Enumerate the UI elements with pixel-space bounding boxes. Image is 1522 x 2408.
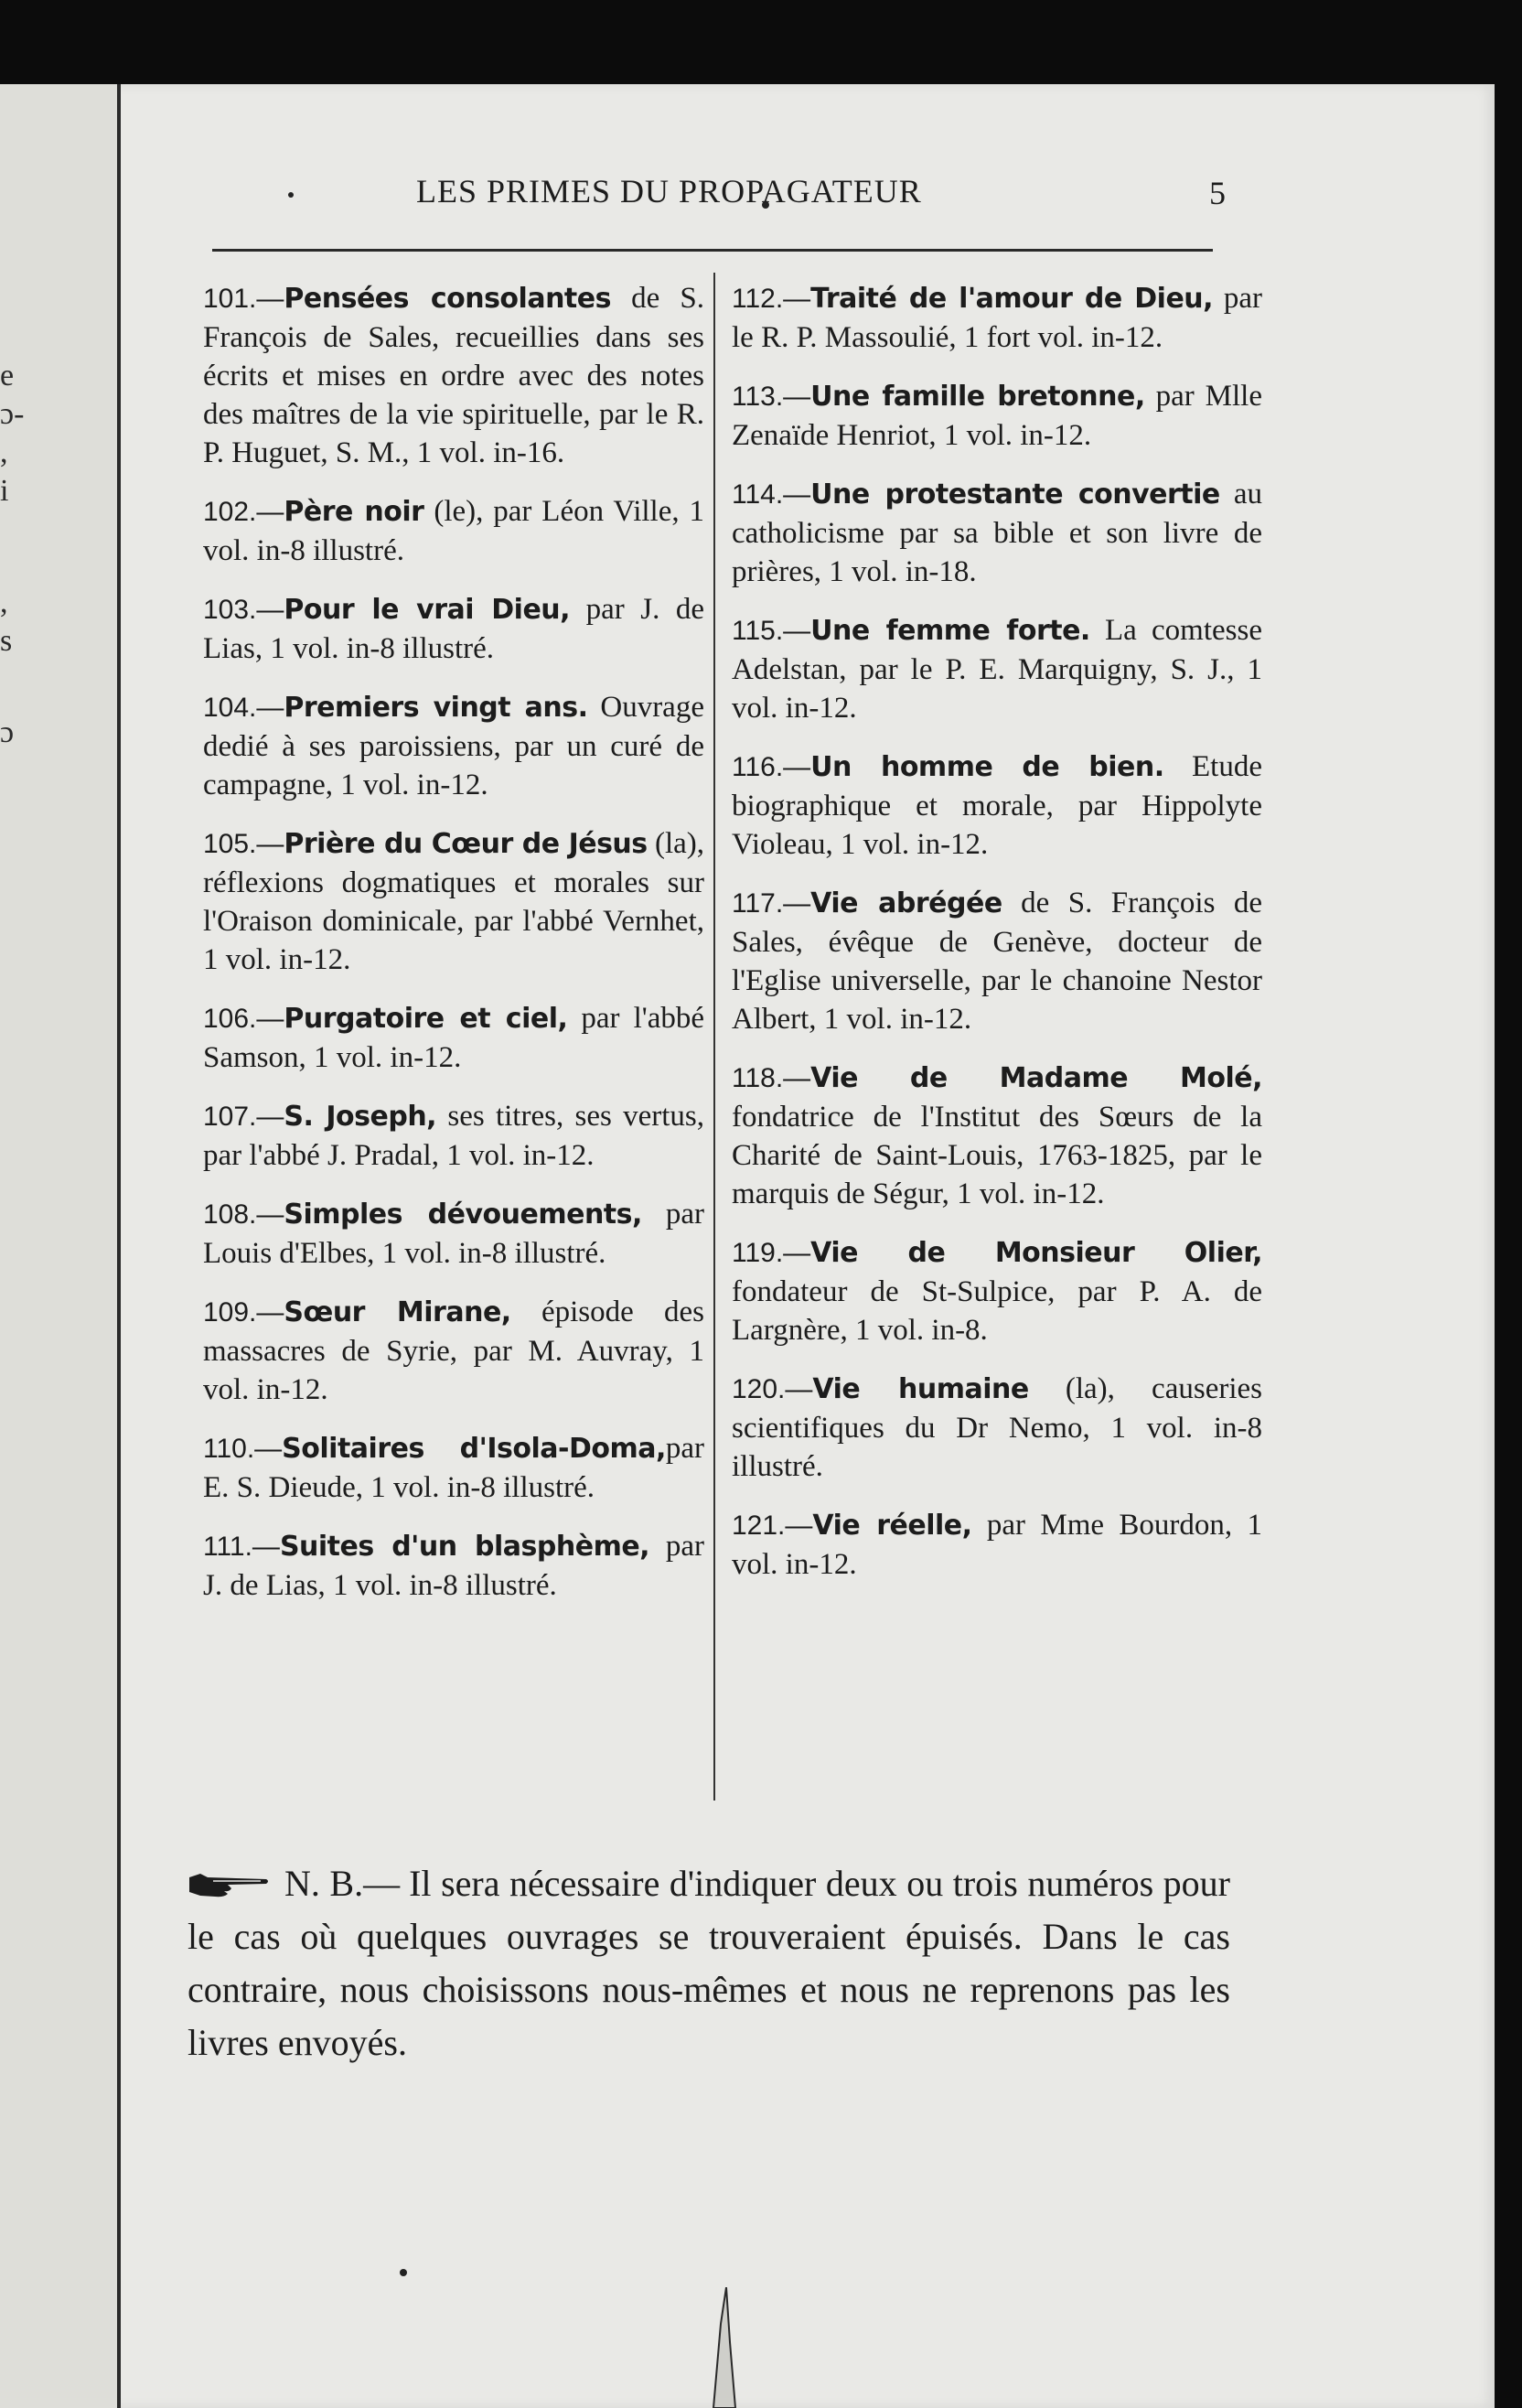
- page-header: [210, 172, 1226, 214]
- entry-title: Un homme de bien.: [810, 751, 1164, 783]
- catalog-entry: 119.—Vie de Monsieur Olier, fondateur de St-Sulpice, par P. A. de Largnère, 1 vol. in-8.: [732, 1237, 1262, 1347]
- catalog-entry: 108.—Simples dévouements, par Louis d'Elbes, 1 vol. in-8 illustré.: [203, 1198, 704, 1270]
- catalog-entry: 116.—Un homme de bien. Etude biographique et morale, par Hippolyte Violeau, 1 vol. in-12.: [732, 750, 1262, 861]
- entry-title: Une protestante convertie: [810, 478, 1220, 511]
- catalog-entry: 103.—Pour le vrai Dieu, par J. de Lias, 1 vol. in-8 illustré.: [203, 593, 704, 665]
- margin-mark: ,: [0, 586, 8, 619]
- margin-mark: i: [0, 474, 9, 508]
- entry-title: Vie humaine: [812, 1373, 1029, 1405]
- entry-title: Vie réelle,: [812, 1510, 972, 1542]
- catalog-entry: 111.—Suites d'un blasphème, par J. de Lias, 1 vol. in-8 illustré.: [203, 1530, 705, 1602]
- entry-title: Premiers vingt ans.: [284, 692, 588, 724]
- margin-mark: e: [0, 359, 15, 392]
- catalog-entry: 118.—Vie de Madame Molé, fondatrice de l'Institut des Sœurs de la Charité de Saint-Louis, 1763-1825, par le marquis de Ségur, 1 vol. in-12.: [732, 1062, 1262, 1210]
- catalog-entry: 115.—Une femme forte. La comtesse Adelstan, par le P. E. Marquigny, S. J., 1 vol. in-12.: [732, 614, 1262, 725]
- catalog-entry: 114.—Une protestante convertie au catholicisme par sa bible et son livre de prières, 1 vol. in-18.: [732, 478, 1262, 588]
- pointing-hand-icon: [188, 1861, 270, 1892]
- entry-title: Vie abrégée: [810, 887, 1002, 919]
- header-rule: [212, 249, 1213, 252]
- entry-title: Prière du Cœur de Jésus: [284, 828, 648, 860]
- entry-title: Suites d'un blasphème,: [279, 1531, 650, 1563]
- entry-title: S. Joseph,: [284, 1101, 437, 1133]
- facing-page-edge: [0, 84, 121, 2408]
- margin-mark: ɔ-: [0, 397, 25, 431]
- catalog-entry: 101.—Pensées consolantes de S. François de Sales, recueillies dans ses écrits et mises en ordre avec des notes des maîtres de la vie spirituelle, par le R. P. Huguet, S. M., 1 vol. in-16.: [203, 282, 704, 469]
- catalog-entry: 110.—Solitaires d'Isola-Doma,par E. S. Dieude, 1 vol. in-8 illustré.: [203, 1432, 704, 1504]
- catalog-entry: 109.—Sœur Mirane, épisode des massacres de Syrie, par M. Auvray, 1 vol. in-12.: [203, 1295, 704, 1406]
- margin-mark: ,: [0, 435, 8, 469]
- entry-title: Vie de Monsieur Olier,: [810, 1237, 1262, 1269]
- entry-title: Pour le vrai Dieu,: [284, 594, 571, 626]
- margin-mark: ɔ: [0, 715, 15, 749]
- entry-title: Sœur Mirane,: [284, 1296, 511, 1328]
- page-number: 5: [1209, 175, 1226, 211]
- catalog-entry: 102.—Père noir (le), par Léon Ville, 1 vol. in-8 illustré.: [203, 495, 704, 567]
- nota-bene: [188, 1857, 1230, 2069]
- catalog-entry: 107.—S. Joseph, ses titres, ses vertus, par l'abbé J. Pradal, 1 vol. in-12.: [203, 1100, 704, 1172]
- column-divider: [713, 273, 715, 1801]
- print-speck: [400, 2269, 407, 2276]
- margin-mark: s: [0, 624, 13, 658]
- catalog-entry: 106.—Purgatoire et ciel, par l'abbé Samson, 1 vol. in-12.: [203, 1002, 704, 1074]
- catalog-entry: 104.—Premiers vingt ans. Ouvrage dedié à ses paroissiens, par un curé de campagne, 1 vol. in-12.: [203, 691, 704, 801]
- entry-title: Une famille bretonne,: [810, 381, 1145, 413]
- entry-title: Pensées consolantes: [284, 283, 611, 315]
- running-title: LES PRIMES DU PROPAGATEUR: [416, 173, 922, 210]
- catalog-entry: 121.—Vie réelle, par Mme Bourdon, 1 vol. in-12.: [732, 1509, 1263, 1581]
- page-tear: [695, 2287, 750, 2408]
- entry-title: Vie de Madame Molé,: [810, 1062, 1262, 1094]
- catalog-entry: 112.—Traité de l'amour de Dieu, par le R. P. Massoulié, 1 fort vol. in-12.: [732, 282, 1262, 354]
- catalog-entry: 105.—Prière du Cœur de Jésus (la), réflexions dogmatiques et morales sur l'Oraison dominicale, par l'abbé Vernhet, 1 vol. in-12.: [203, 827, 705, 976]
- note-text: Il sera nécessaire d'indiquer deux ou trois numéros pour le cas où quelques ouvrages se trouveraient épuisés. Dans le cas contraire, nous choisissons nous-mêmes et nous ne reprenons pas les livres envoyés.: [188, 1863, 1230, 2063]
- entry-title: Une femme forte.: [810, 615, 1090, 647]
- entry-title: Traité de l'amour de Dieu,: [810, 283, 1214, 315]
- entry-title: Père noir: [284, 496, 424, 528]
- entry-title: Purgatoire et ciel,: [284, 1003, 568, 1035]
- catalog-entry: 113.—Une famille bretonne, par Mlle Zenaïde Henriot, 1 vol. in-12.: [732, 380, 1262, 452]
- right-column: [732, 279, 1262, 1604]
- entry-title: Solitaires d'Isola-Doma,: [282, 1433, 666, 1465]
- note-label: N. B.—: [284, 1863, 401, 1904]
- catalog-entry: 117.—Vie abrégée de S. François de Sales, évêque de Genève, docteur de l'Eglise universelle, par le chanoine Nestor Albert, 1 vol. in-12.: [732, 887, 1263, 1036]
- catalog-entry: 120.—Vie humaine (la), causeries scientifiques du Dr Nemo, 1 vol. in-8 illustré.: [732, 1372, 1262, 1483]
- left-column: [203, 279, 704, 1625]
- entry-title: Simples dévouements,: [284, 1199, 642, 1231]
